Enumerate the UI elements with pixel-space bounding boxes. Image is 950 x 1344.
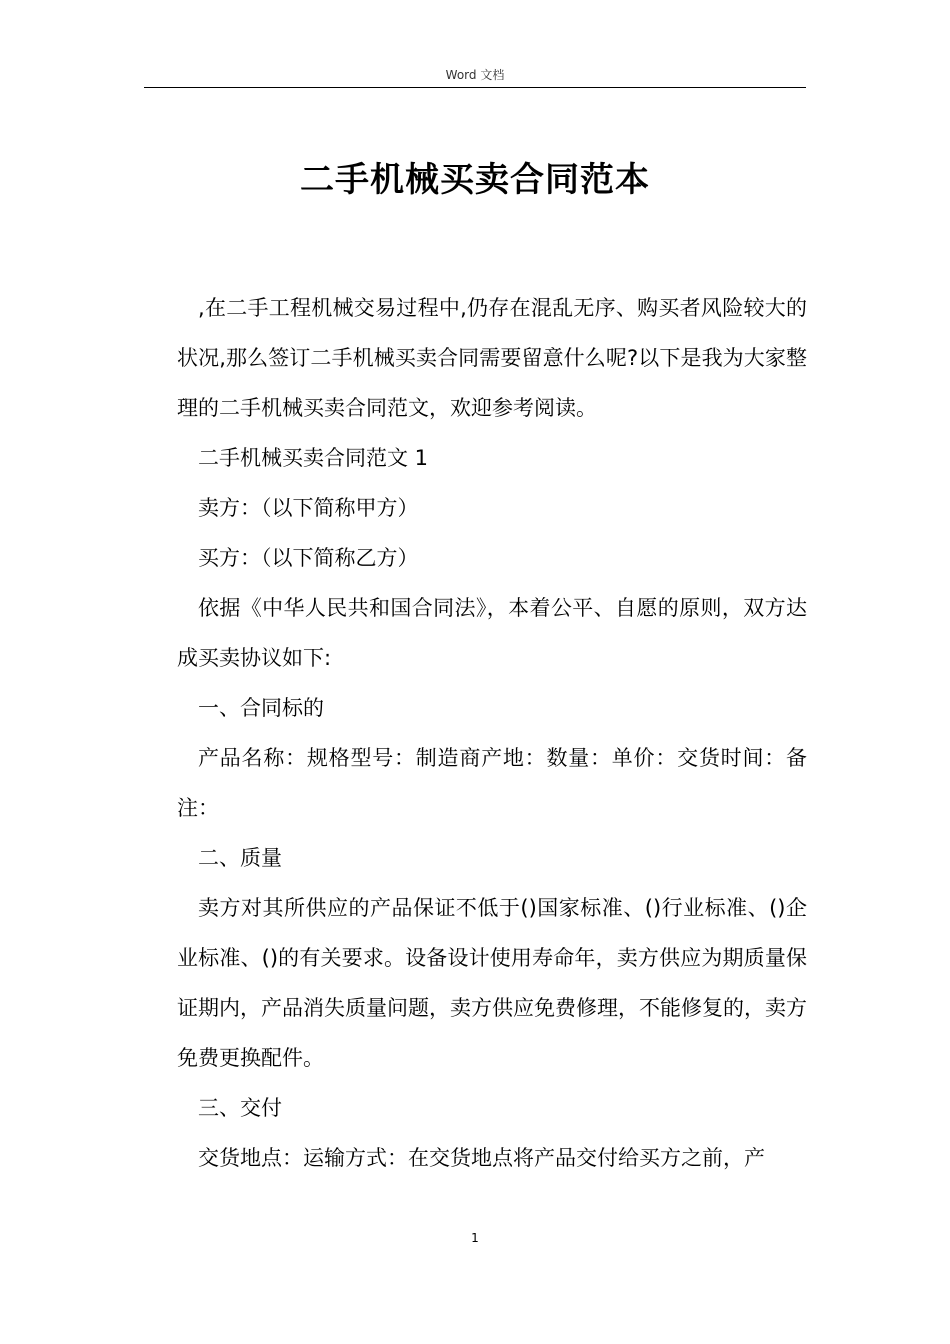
page-header: Word 文档 xyxy=(445,68,505,82)
header-divider xyxy=(144,87,806,88)
paragraph-buyer: 买方：（以下简称乙方） xyxy=(198,546,419,570)
document-body xyxy=(177,283,807,1183)
document-title: 二手机械买卖合同范本 xyxy=(300,160,650,200)
section-heading-subject: 一、合同标的 xyxy=(198,696,324,720)
paragraph-basis: 依据《中华人民共和国合同法》，本着公平、自愿的原则，双方达成买卖协议如下: xyxy=(177,596,807,670)
section-heading-delivery: 三、交付 xyxy=(198,1096,282,1120)
paragraph-quality: 卖方对其所供应的产品保证不低于()国家标准、()行业标准、()企业标准、()的有关要求。设备设计使用寿命年，卖方供应为期质量保证期内，产品消失质量问题，卖方供应免费修理，不能修复的，卖方免费更换配件。 xyxy=(177,896,807,1070)
paragraph-seller: 卖方：（以下简称甲方） xyxy=(198,496,419,520)
paragraph-product-fields: 产品名称：规格型号：制造商产地：数量：单价：交货时间：备注： xyxy=(177,746,807,820)
paragraph-heading-sample: 二手机械买卖合同范文 1 xyxy=(198,446,429,470)
page-number: 1 xyxy=(471,1231,479,1245)
section-heading-quality: 二、质量 xyxy=(198,846,282,870)
paragraph-delivery: 交货地点：运输方式：在交货地点将产品交付给买方之前，产 xyxy=(198,1146,765,1170)
paragraph-intro: ,在二手工程机械交易过程中,仍存在混乱无序、购买者风险较大的状况,那么签订二手机械买卖合同需要留意什么呢?以下是我为大家整理的二手机械买卖合同范文，欢迎参考阅读。 xyxy=(177,296,807,420)
